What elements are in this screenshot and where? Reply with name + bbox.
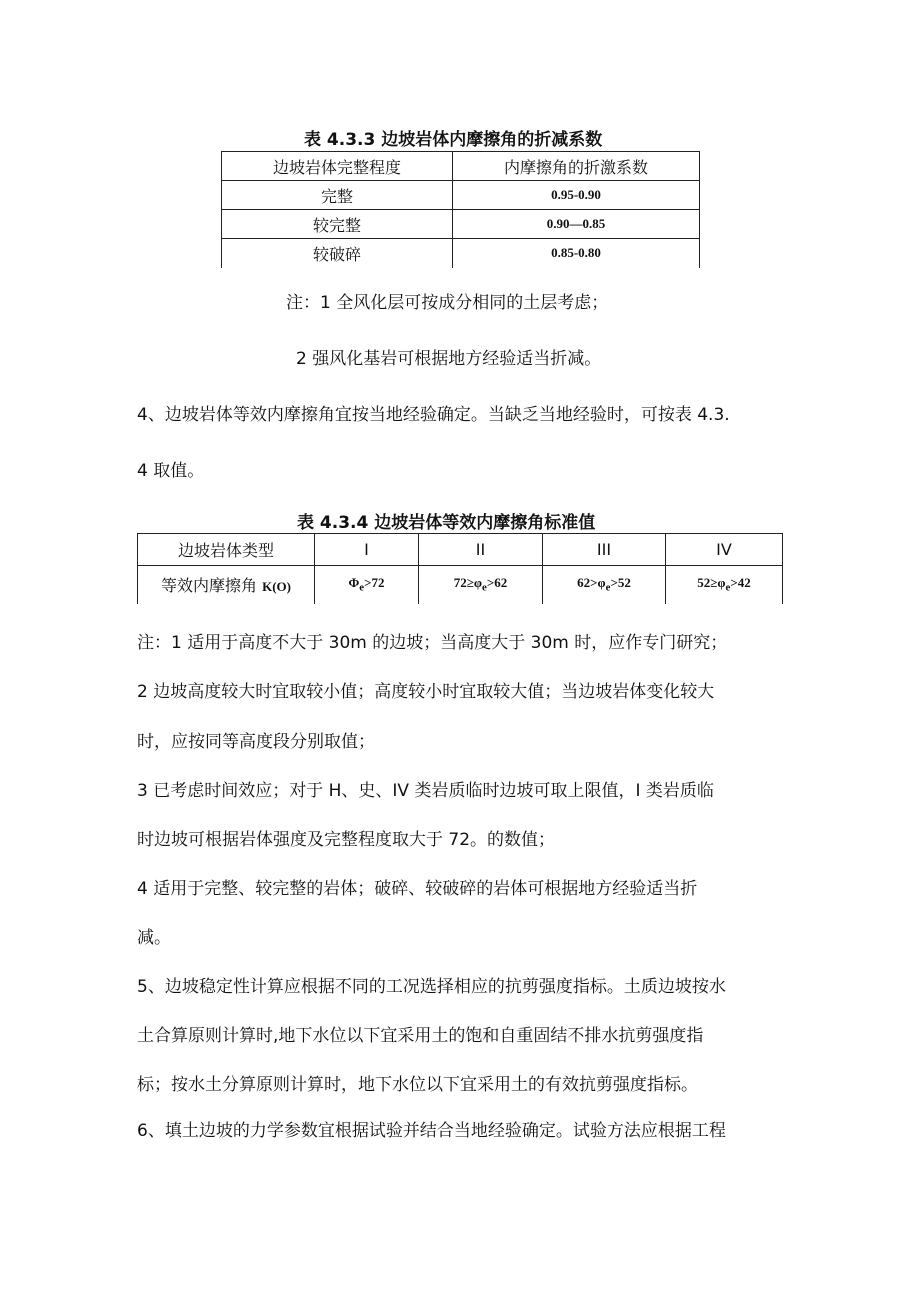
table1-cell-integrity: 完整 [222, 181, 453, 210]
table1-title: 表 4.3.3 边坡岩体内摩擦角的折减系数 [304, 130, 603, 150]
table2-class-iv: IV [666, 534, 783, 566]
paragraph-4-line-1: 4、边坡岩体等效内摩擦角宜按当地经验确定。当缺乏当地经验时，可按表 4.3. [137, 405, 730, 425]
note-3-line-1: 3 已考虑时间效应；对于 H、史、IV 类岩质临时边坡可取上限值，I 类岩质临 [137, 781, 714, 801]
table1-header-coefficient: 内摩擦角的折激系数 [453, 152, 700, 181]
value-pre: 62>φ [577, 575, 606, 591]
table2-row-label-symbol: K(O) [262, 579, 291, 595]
friction-reduction-table [221, 151, 700, 268]
table1-cell-coefficient: 0.85-0.80 [453, 239, 700, 268]
value-sub: e [482, 582, 487, 595]
note-3-line-2: 时边坡可根据岩体强度及完整程度取大于 72。的数值； [137, 830, 556, 850]
table1-cell-coefficient: 0.90—0.85 [453, 210, 700, 239]
table2-class-ii: II [419, 534, 543, 566]
table2-value-ii [419, 566, 543, 604]
table1-note-1: 注：1 全风化层可按成分相同的土层考虑； [286, 293, 609, 313]
value-sub: e [359, 582, 365, 595]
table2-row-label [138, 566, 315, 604]
equivalent-friction-table [137, 533, 783, 604]
table-row [222, 181, 700, 210]
table1-cell-integrity: 较破碎 [222, 239, 453, 268]
table-row [222, 239, 700, 268]
note-2-line-2: 时，应按同等高度段分别取值； [137, 732, 375, 752]
note-4-line-2: 减。 [137, 928, 171, 948]
note-4-line-1: 4 适用于完整、较完整的岩体；破碎、较破碎的岩体可根据地方经验适当折 [137, 879, 698, 899]
value-pre: 52≥φ [697, 575, 726, 591]
value-post: >52 [610, 575, 631, 591]
table2-value-iv [666, 566, 783, 604]
note-2-line-1: 2 边坡高度较大时宜取较小值；高度较小时宜取较大值；当边坡岩体变化较大 [137, 682, 715, 702]
table1-note-2: 2 强风化基岩可根据地方经验适当折减。 [296, 349, 602, 369]
table-row [138, 566, 783, 604]
value-sub: e [605, 582, 611, 595]
value-post: >42 [730, 575, 751, 591]
table1-header-integrity: 边坡岩体完整程度 [222, 152, 453, 181]
table-row [222, 210, 700, 239]
paragraph-6-line-1: 6、填土边坡的力学参数宜根据试验并结合当地经验确定。试验方法应根据工程 [137, 1121, 726, 1141]
value-pre: 72≥φ [453, 575, 482, 591]
table2-value-i [315, 566, 419, 604]
paragraph-4-line-2: 4 取值。 [137, 461, 205, 481]
value-pre: Φ [348, 575, 360, 591]
table1-cell-integrity: 较完整 [222, 210, 453, 239]
table2-title: 表 4.3.4 边坡岩体等效内摩擦角标准值 [297, 513, 596, 533]
table2-class-i: I [315, 534, 419, 566]
table2-value-iii [543, 566, 666, 604]
table2-header-label: 边坡岩体类型 [138, 534, 315, 566]
table1-cell-coefficient: 0.95-0.90 [453, 181, 700, 210]
table2-class-iii: III [543, 534, 666, 566]
value-post: >62 [486, 575, 508, 591]
value-post: >72 [364, 575, 385, 591]
paragraph-5-line-3: 标；按水土分算原则计算时，地下水位以下宜采用土的有效抗剪强度指标。 [137, 1075, 698, 1095]
value-sub: e [725, 582, 731, 595]
table2-row-label-text: 等效内摩擦角 [161, 576, 258, 596]
paragraph-5-line-1: 5、边坡稳定性计算应根据不同的工况选择相应的抗剪强度指标。土质边坡按水 [137, 977, 726, 997]
paragraph-5-line-2: 土合算原则计算时,地下水位以下宜采用土的饱和自重固结不排水抗剪强度指 [137, 1026, 704, 1046]
note-1: 注：1 适用于高度不大于 30m 的边坡；当高度大于 30m 时，应作专门研究； [137, 633, 728, 653]
